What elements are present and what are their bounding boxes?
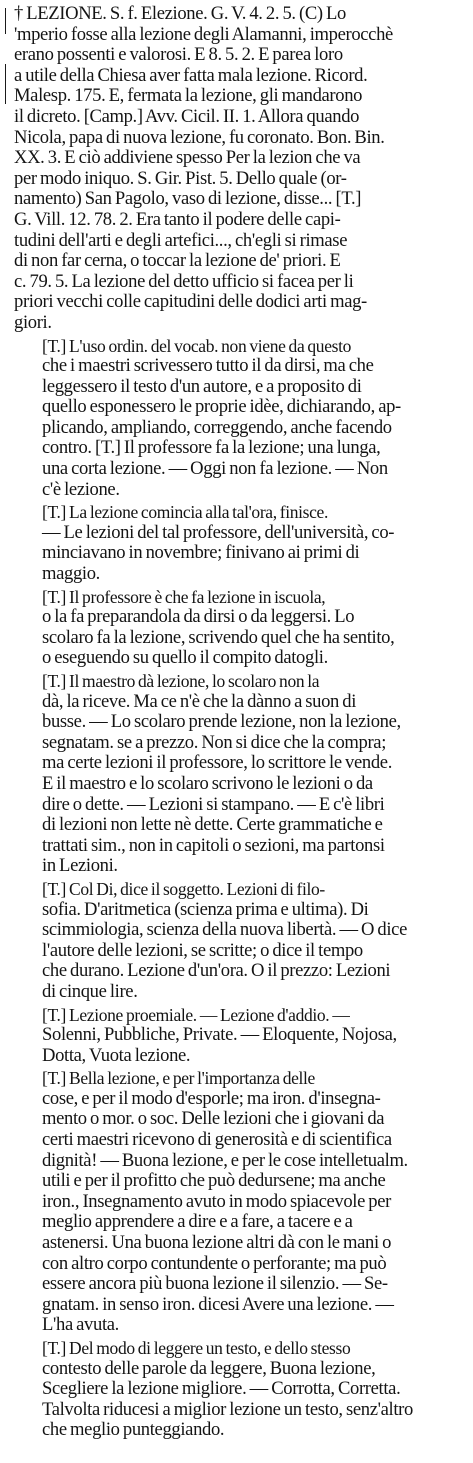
text-line: o la fa preparandola da dirsi o da leggersi. Lo <box>42 606 355 628</box>
text-line: per modo iniquo. S. Gir. Pist. 5. Dello quale (or- <box>14 167 347 189</box>
text-line: o eseguendo su quello il compito datogli. <box>42 647 328 669</box>
text-line: [T.] Il professore è che fa lezione in iscuola, <box>42 586 326 607</box>
text-line: meglio apprendere a dire e a fare, a tacere e a <box>42 1211 353 1233</box>
text-line: L'ha avuta. <box>42 1314 119 1336</box>
text-line: essere ancora più buona lezione il silenzio. — Se- <box>42 1273 388 1295</box>
text-line: plicando, ampliando, correggendo, anche facendo <box>42 416 392 438</box>
text-line: dire o dette. — Lezioni si stampano. — E c'è libri <box>42 793 385 815</box>
text-line: iron., Insegnamento avuto in modo spiacevole per <box>42 1190 391 1212</box>
text-line: l'autore delle lezioni, se scritte; o dice il tempo <box>42 939 363 961</box>
text-line: Malesp. 175. E, fermata la lezione, gli mandarono <box>14 85 363 107</box>
text-line: astenersi. Una buona lezione altri dà con le mani o <box>42 1232 392 1254</box>
text-line: dignità! — Buona lezione, e per le cose intelletualm. <box>42 1149 408 1171</box>
text-line: [T.] Il maestro dà lezione, lo scolaro non la <box>42 671 320 691</box>
text-line: trattati sim., non in capitoli o sezioni, ma partonsi <box>42 834 385 856</box>
text-line: [T.] Bella lezione, e per l'importanza delle <box>42 1068 315 1089</box>
dictionary-entry-lezione <box>14 4 463 1441</box>
text-line: quello esponessero le proprie idèe, dichiarando, ap- <box>42 396 401 418</box>
text-line: † LEZIONE. S. f. Elezione. G. V. 4. 2. 5. (C) Lo <box>14 3 346 24</box>
text-line: minciavano in novembre; finivano ai primi di <box>42 542 360 564</box>
text-line: con altro corpo contundente o perforante; ma può <box>42 1252 387 1274</box>
entry-sense-paragraph <box>14 587 463 669</box>
text-line: che meglio punteggiando. <box>42 1419 225 1441</box>
entry-sense-paragraph <box>14 1005 463 1067</box>
text-line: segnatam. se a prezzo. Non si dice che la compra; <box>42 731 387 753</box>
entry-sense-paragraph <box>14 879 463 1003</box>
text-line: di lezioni non lette nè dette. Certe grammatiche e <box>42 814 383 836</box>
margin-rule <box>5 8 6 34</box>
text-line: il dicreto. [Camp.] Avv. Cicil. II. 1. Allora quando <box>14 105 360 127</box>
text-line: Nicola, papa di nuova lezione, fu coronato. Bon. Bin. <box>14 126 385 148</box>
text-line: cose, e per il modo d'esporle; ma iron. d'insegna- <box>42 1087 381 1109</box>
text-line: utili e per il profitto che può dedursene; ma anche <box>42 1170 386 1192</box>
text-line: Talvolta riducesi a miglior lezione un testo, senz'altro <box>42 1398 413 1420</box>
text-line: c. 79. 5. La lezione del detto ufficio si facea per li <box>14 270 354 292</box>
text-line: dà, la riceve. Ma ce n'è che la dànno a suon di <box>42 690 357 712</box>
text-line: — Le lezioni del tal professore, dell'università, co- <box>42 521 395 543</box>
margin-rule <box>5 64 6 104</box>
entry-headword-paragraph <box>14 4 463 334</box>
text-line: c'è lezione. <box>42 478 120 500</box>
text-line: [T.] Del modo di leggere un testo, e dello stesso <box>42 1338 351 1358</box>
text-line: namento) San Pagolo, vaso di lezione, disse... [T.] <box>14 188 362 210</box>
text-line: a utile della Chiesa aver fatta mala lezione. Ricord. <box>14 64 368 86</box>
entry-sense-paragraph <box>14 502 463 584</box>
text-line: ma certe lezioni il professore, lo scrittore le vende. <box>42 752 392 774</box>
text-line: [T.] Lezione proemiale. — Lezione d'addio. — <box>42 1004 350 1025</box>
text-line: contro. [T.] Il professore fa la lezione; una lunga, <box>42 437 381 459</box>
text-line: priori vecchi colle capitudini delle dodici arti mag- <box>14 291 367 313</box>
text-line: scimmiologia, scienza della nuova libertà. — O dice <box>42 919 407 941</box>
text-line: E il maestro e lo scolaro scrivono le lezioni o da <box>42 772 373 794</box>
text-line: che i maestri scrivessero tutto il da dirsi, ma che <box>42 355 374 377</box>
text-line: leggessero il testo d'un autore, e a proposito di <box>42 375 362 397</box>
text-line: tudini dell'arti e degli artefici..., ch'egli si rimase <box>14 229 348 251</box>
entry-sense-paragraph <box>14 1338 463 1441</box>
text-line: [T.] Col Di, dice il soggetto. Lezioni di filo- <box>42 878 325 899</box>
text-line: di cinque lire. <box>42 980 138 1002</box>
text-line: 'mperio fosse alla lezione degli Alamanni, imperocchè <box>14 23 393 45</box>
entry-sense-paragraph <box>14 336 463 501</box>
text-line: Solenni, Pubbliche, Private. — Eloquente, Nojosa, <box>42 1024 397 1046</box>
text-line: scolaro fa la lezione, scrivendo quel che ha sentito, <box>42 626 395 648</box>
text-line: contesto delle parole da leggere, Buona lezione, <box>42 1357 376 1379</box>
text-line: Scegliere la lezione migliore. — Corrotta, Corretta. <box>42 1378 401 1400</box>
entry-sense-paragraph <box>14 1068 463 1336</box>
text-line: [T.] La lezione comincia alla tal'ora, finisce. <box>42 502 328 523</box>
text-line: erano possenti e valorosi. E 8. 5. 2. E parea loro <box>14 44 343 66</box>
text-line: mento o mor. o soc. Delle lezioni che i giovani da <box>42 1108 385 1130</box>
text-line: sofia. D'aritmetica (scienza prima e ultima). Di <box>42 898 369 920</box>
text-line: giori. <box>14 311 52 333</box>
text-line: certi maestri ricevono di generosità e di scientifica <box>42 1129 392 1151</box>
text-line: di non far cerna, o toccar la lezione de' priori. E <box>14 250 341 272</box>
text-line: [T.] L'uso ordin. del vocab. non viene da questo <box>42 335 351 356</box>
text-line: in Lezioni. <box>42 855 118 877</box>
text-line: gnatam. in senso iron. dicesi Avere una lezione. — <box>42 1293 394 1315</box>
entry-sense-paragraph <box>14 671 463 877</box>
text-line: una corta lezione. — Oggi non fa lezione. — Non <box>42 458 388 480</box>
text-line: maggio. <box>42 563 100 585</box>
text-line: XX. 3. E ciò addiviene spesso Per la lezion che va <box>14 147 361 169</box>
text-line: busse. — Lo scolaro prende lezione, non la lezione, <box>42 711 401 733</box>
text-line: Dotta, Vuota lezione. <box>42 1044 191 1066</box>
text-line: che durano. Lezione d'un'ora. O il prezzo: Lezioni <box>42 960 391 982</box>
text-line: G. Vill. 12. 78. 2. Era tanto il podere delle capi- <box>14 208 341 230</box>
